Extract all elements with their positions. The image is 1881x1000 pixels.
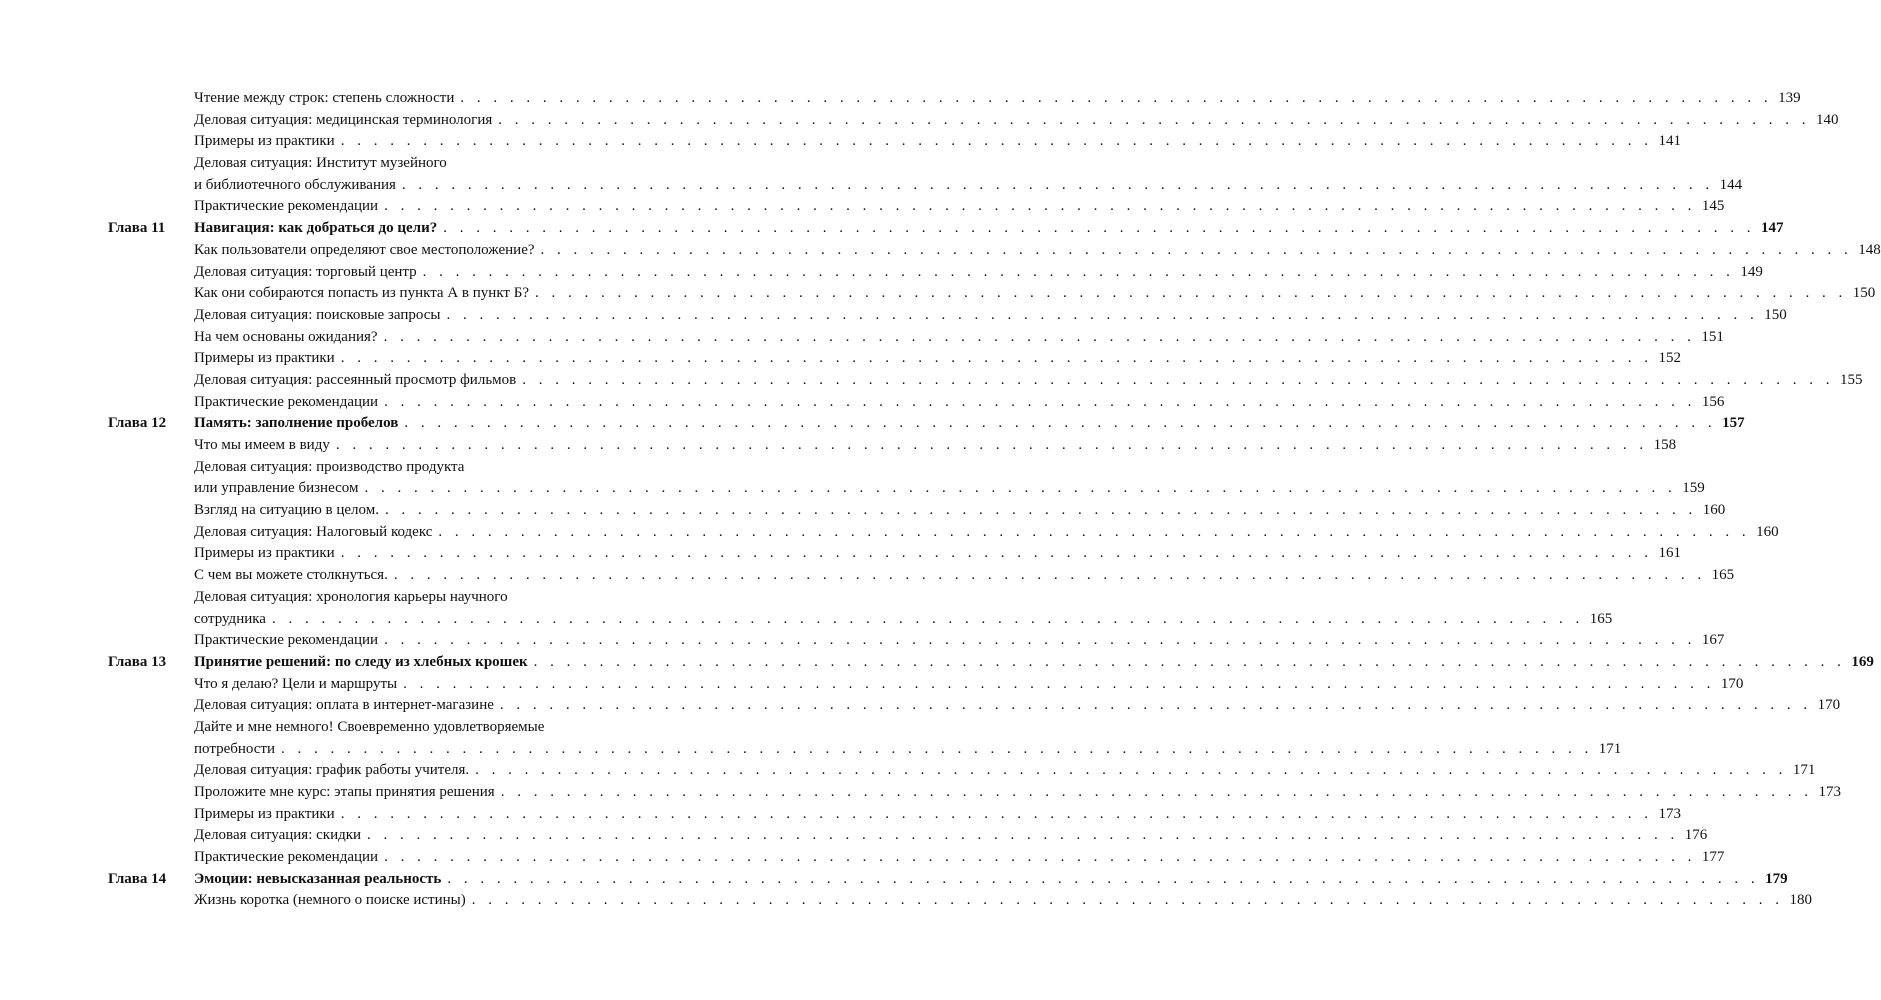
page-number: 159 — [1682, 480, 1705, 497]
page-number: 149 — [1740, 263, 1763, 280]
section-title: Деловая ситуация: хронология карьеры научного — [194, 588, 508, 605]
dot-leader: . . . . . . . . . . . . . . . . . . . . . . . . . . . . . . . . . . . . . . . . . . . . . . . . . . . . . . . . . . . . . . . . . . . . . . . . . . . . . . . . — [384, 198, 1696, 215]
page-number: 170 — [1817, 697, 1841, 714]
dot-leader: . . . . . . . . . . . . . . . . . . . . . . . . . . . . . . . . . . . . . . . . . . . . . . . . . . . . . . . . . . . . . . . . . . . . . . . . . . . . . . . . — [403, 675, 1715, 692]
toc-line — [194, 500, 1726, 522]
dot-leader: . . . . . . . . . . . . . . . . . . . . . . . . . . . . . . . . . . . . . . . . . . . . . . . . . . . . . . . . . . . . . . . . . . . . . . . . . . . . . . . . — [383, 328, 1696, 345]
chapter-label: Глава 12 — [108, 415, 167, 432]
page-number: 158 — [1653, 437, 1677, 453]
section-title: сотрудника — [194, 610, 266, 627]
toc-line — [194, 652, 1874, 674]
dot-leader: . . . . . . . . . . . . . . . . . . . . . . . . . . . . . . . . . . . . . . . . . . . . . . . . . . . . . . . . . . . . . . . . . . . . . . . . . . . . . . . . — [422, 263, 1735, 280]
section-title: Деловая ситуация: Институт музейного — [194, 155, 447, 172]
toc-chapter-entry — [0, 413, 1745, 435]
page-number: 171 — [1792, 762, 1816, 779]
dot-leader: . . . . . . . . . . . . . . . . . . . . . . . . . . . . . . . . . . . . . . . . . . . . . . . . . . . . . . . . . . . . . . . . . . . . . . . . . . . . . . . . — [404, 415, 1717, 432]
toc-line — [194, 131, 1681, 153]
toc-line — [194, 804, 1681, 826]
table-of-contents — [0, 88, 1881, 912]
chapter-label: Глава 13 — [108, 653, 167, 670]
dot-leader: . . . . . . . . . . . . . . . . . . . . . . . . . . . . . . . . . . . . . . . . . . . . . . . . . . . . . . . . . . . . . . . . . . . . . . . . . . . . . . . . — [540, 241, 1853, 258]
page-number: 160 — [1702, 502, 1726, 519]
page-number: 165 — [1711, 567, 1735, 584]
toc-line — [194, 196, 1725, 218]
page-number: 169 — [1851, 653, 1874, 670]
toc-section-entry — [0, 500, 1726, 522]
dot-leader: . . . . . . . . . . . . . . . . . . . . . . . . . . . . . . . . . . . . . . . . . . . . . . . . . . . . . . . . . . . . . . . . . . . . . . . . . . . . . . . . — [271, 610, 1584, 627]
section-title: Дайте и мне немного! Своевременно удовлетворяемые — [194, 718, 545, 735]
section-title: Примеры из практики — [194, 545, 335, 562]
toc-line — [194, 869, 1788, 891]
toc-section-entry — [0, 153, 1743, 196]
section-title: Практические рекомендации — [194, 393, 379, 410]
chapter-label: Глава 11 — [108, 220, 166, 237]
toc-line — [194, 674, 1744, 696]
section-title: Примеры из практики — [194, 350, 335, 367]
toc-section-entry — [0, 674, 1744, 696]
section-title: Практические рекомендации — [194, 849, 379, 866]
dot-leader: . . . . . . . . . . . . . . . . . . . . . . . . . . . . . . . . . . . . . . . . . . . . . . . . . . . . . . . . . . . . . . . . . . . . . . . . . . . . . . . . — [335, 437, 1648, 453]
chapter-title: Эмоции: невысказанная реальность — [194, 870, 442, 887]
page-number: 167 — [1701, 632, 1725, 649]
toc-section-entry — [0, 522, 1779, 544]
page-number: 151 — [1701, 328, 1724, 345]
toc-line — [194, 587, 598, 609]
dot-leader: . . . . . . . . . . . . . . . . . . . . . . . . . . . . . . . . . . . . . . . . . . . . . . . . . . . . . . . . . . . . . . . . . . . . . . . . . . . . . . . . — [500, 784, 1813, 800]
section-title: Практические рекомендации — [194, 632, 379, 649]
section-title: Что мы имеем в виду — [194, 437, 330, 453]
toc-line — [194, 327, 1724, 349]
dot-leader: . . . . . . . . . . . . . . . . . . . . . . . . . . . . . . . . . . . . . . . . . . . . . . . . . . . . . . . . . . . . . . . . . . . . . . . . . . . . . . . . — [385, 502, 1697, 519]
page-number: 171 — [1598, 740, 1622, 757]
toc-section-entry — [0, 760, 1816, 782]
page-number: 156 — [1701, 393, 1725, 410]
dot-leader: . . . . . . . . . . . . . . . . . . . . . . . . . . . . . . . . . . . . . . . . . . . . . . . . . . . . . . . . . . . . . . . . . . . . . . . . . . . . . . . . — [443, 220, 1755, 237]
section-title: Деловая ситуация: рассеянный просмотр фильмов — [194, 371, 517, 388]
section-title: Деловая ситуация: Налоговый кодекс — [194, 523, 433, 540]
page-number: 157 — [1722, 415, 1745, 432]
dot-leader: . . . . . . . . . . . . . . . . . . . . . . . . . . . . . . . . . . . . . . . . . . . . . . . . . . . . . . . . . . . . . . . . . . . . . . . . . . . . . . . . — [446, 306, 1759, 323]
dot-leader: . . . . . . . . . . . . . . . . . . . . . . . . . . . . . . . . . . . . . . . . . . . . . . . . . . . . . . . . . . . . . . . . . . . . . . . . . . . . . . . . — [447, 870, 1760, 887]
section-title: Деловая ситуация: медицинская терминология — [194, 111, 493, 128]
dot-leader: . . . . . . . . . . . . . . . . . . . . . . . . . . . . . . . . . . . . . . . . . . . . . . . . . . . . . . . . . . . . . . . . . . . . . . . . . . . . . . . . — [475, 762, 1787, 779]
section-title: Чтение между строк: степень сложности — [194, 90, 455, 106]
dot-leader: . . . . . . . . . . . . . . . . . . . . . . . . . . . . . . . . . . . . . . . . . . . . . . . . . . . . . . . . . . . . . . . . . . . . . . . . . . . . . . . . — [367, 827, 1679, 844]
toc-chapter-entry — [0, 218, 1784, 240]
section-title: На чем основаны ожидания? — [194, 328, 378, 345]
dot-leader: . . . . . . . . . . . . . . . . . . . . . . . . . . . . . . . . . . . . . . . . . . . . . . . . . . . . . . . . . . . . . . . . . . . . . . . . . . . . . . . . — [384, 393, 1696, 410]
toc-line — [194, 478, 1705, 500]
toc-section-entry — [0, 457, 1705, 500]
dot-leader: . . . . . . . . . . . . . . . . . . . . . . . . . . . . . . . . . . . . . . . . . . . . . . . . . . . . . . . . . . . . . . . . . . . . . . . . . . . . . . . . — [384, 849, 1696, 866]
dot-leader: . . . . . . . . . . . . . . . . . . . . . . . . . . . . . . . . . . . . . . . . . . . . . . . . . . . . . . . . . . . . . . . . . . . . . . . . . . . . . . . . — [533, 653, 1846, 670]
toc-section-entry — [0, 283, 1876, 305]
toc-line — [194, 760, 1816, 782]
toc-line — [194, 847, 1725, 869]
toc-section-entry — [0, 196, 1725, 218]
toc-section-entry — [0, 717, 1622, 760]
page-number: 179 — [1765, 870, 1788, 887]
section-title: Практические рекомендации — [194, 198, 379, 215]
dot-leader: . . . . . . . . . . . . . . . . . . . . . . . . . . . . . . . . . . . . . . . . . . . . . . . . . . . . . . . . . . . . . . . . . . . . . . . . . . . . . . . . — [522, 371, 1834, 388]
toc-section-entry — [0, 782, 1841, 804]
page-number: 173 — [1658, 805, 1681, 822]
toc-line — [194, 88, 1801, 110]
section-title: и библиотечного обслуживания — [194, 176, 396, 193]
page-number: 170 — [1720, 675, 1744, 692]
toc-section-entry — [0, 88, 1801, 110]
page-number: 152 — [1658, 350, 1681, 367]
toc-section-entry — [0, 435, 1677, 457]
toc-line — [194, 413, 1745, 435]
toc-section-entry — [0, 327, 1724, 349]
section-title: Деловая ситуация: поисковые запросы — [194, 306, 441, 323]
dot-leader: . . . . . . . . . . . . . . . . . . . . . . . . . . . . . . . . . . . . . . . . . . . . . . . . . . . . . . . . . . . . . . . . . . . . . . . . . . . . . . . . — [471, 892, 1784, 909]
toc-line — [194, 240, 1881, 262]
toc-section-entry — [0, 131, 1681, 153]
toc-line — [194, 782, 1841, 804]
dot-leader: . . . . . . . . . . . . . . . . . . . . . . . . . . . . . . . . . . . . . . . . . . . . . . . . . . . . . . . . . . . . . . . . . . . . . . . . . . . . . . . . — [364, 480, 1677, 497]
dot-leader: . . . . . . . . . . . . . . . . . . . . . . . . . . . . . . . . . . . . . . . . . . . . . . . . . . . . . . . . . . . . . . . . . . . . . . . . . . . . . . . . — [534, 285, 1847, 302]
dot-leader: . . . . . . . . . . . . . . . . . . . . . . . . . . . . . . . . . . . . . . . . . . . . . . . . . . . . . . . . . . . . . . . . . . . . . . . . . . . . . . . . — [401, 176, 1714, 193]
chapter-title: Память: заполнение пробелов — [194, 415, 399, 432]
toc-section-entry — [0, 825, 1708, 847]
dot-leader: . . . . . . . . . . . . . . . . . . . . . . . . . . . . . . . . . . . . . . . . . . . . . . . . . . . . . . . . . . . . . . . . . . . . . . . . . . . . . . . . — [340, 133, 1653, 150]
section-title: Деловая ситуация: торговый центр — [194, 263, 417, 280]
toc-line — [194, 110, 1839, 132]
toc-line — [194, 695, 1841, 717]
toc-section-entry — [0, 543, 1681, 565]
page-number: 150 — [1852, 285, 1876, 302]
dot-leader: . . . . . . . . . . . . . . . . . . . . . . . . . . . . . . . . . . . . . . . . . . . . . . . . . . . . . . . . . . . . . . . . . . . . . . . . . . . . . . . . — [460, 90, 1773, 106]
toc-line — [194, 348, 1681, 370]
page-number: 165 — [1589, 610, 1613, 627]
toc-line — [194, 262, 1763, 284]
page-number: 147 — [1761, 220, 1784, 237]
section-title: Взгляд на ситуацию в целом. — [194, 502, 379, 519]
section-title: или управление бизнесом — [194, 480, 359, 497]
toc-line — [194, 218, 1784, 240]
section-title: Жизнь коротка (немного о поиске истины) — [194, 892, 466, 909]
dot-leader: . . . . . . . . . . . . . . . . . . . . . . . . . . . . . . . . . . . . . . . . . . . . . . . . . . . . . . . . . . . . . . . . . . . . . . . . . . . . . . . . — [393, 567, 1706, 584]
section-title: Деловая ситуация: производство продукта — [194, 458, 465, 475]
toc-line — [194, 739, 1622, 761]
toc-line — [194, 305, 1787, 327]
toc-section-entry — [0, 630, 1725, 652]
section-title: Как пользователи определяют свое местоположение? — [194, 241, 535, 258]
page-number: 177 — [1701, 849, 1725, 866]
toc-line — [194, 392, 1725, 414]
toc-line — [194, 153, 598, 175]
toc-section-entry — [0, 804, 1681, 826]
section-title: Деловая ситуация: оплата в интернет-магазине — [194, 697, 494, 714]
toc-line — [194, 890, 1812, 912]
section-title: потребности — [194, 740, 275, 757]
toc-section-entry — [0, 392, 1725, 414]
page-number: 145 — [1701, 198, 1725, 215]
toc-line — [194, 370, 1863, 392]
toc-section-entry — [0, 348, 1681, 370]
dot-leader: . . . . . . . . . . . . . . . . . . . . . . . . . . . . . . . . . . . . . . . . . . . . . . . . . . . . . . . . . . . . . . . . . . . . . . . . . . . . . . . . — [499, 697, 1812, 714]
toc-line — [194, 825, 1708, 847]
page-number: 160 — [1756, 523, 1779, 540]
toc-section-entry — [0, 847, 1725, 869]
toc-section-entry — [0, 305, 1787, 327]
toc-section-entry — [0, 370, 1863, 392]
toc-section-entry — [0, 695, 1841, 717]
section-title: Деловая ситуация: график работы учителя. — [194, 762, 470, 779]
page-number: 150 — [1764, 306, 1787, 323]
toc-line — [194, 522, 1779, 544]
dot-leader: . . . . . . . . . . . . . . . . . . . . . . . . . . . . . . . . . . . . . . . . . . . . . . . . . . . . . . . . . . . . . . . . . . . . . . . . . . . . . . . . — [438, 523, 1751, 540]
toc-section-entry — [0, 240, 1881, 262]
toc-section-entry — [0, 890, 1812, 912]
page-number: 180 — [1789, 892, 1812, 909]
toc-line — [194, 565, 1735, 587]
page-number: 148 — [1858, 241, 1881, 258]
toc-line — [194, 283, 1876, 305]
dot-leader: . . . . . . . . . . . . . . . . . . . . . . . . . . . . . . . . . . . . . . . . . . . . . . . . . . . . . . . . . . . . . . . . . . . . . . . . . . . . . . . . — [498, 111, 1810, 128]
toc-line — [194, 457, 598, 479]
page-number: 144 — [1719, 176, 1743, 193]
toc-section-entry — [0, 110, 1839, 132]
toc-section-entry — [0, 565, 1735, 587]
page-number: 161 — [1658, 545, 1681, 562]
section-title: Деловая ситуация: скидки — [194, 827, 362, 844]
toc-chapter-entry — [0, 869, 1788, 891]
toc-chapter-entry — [0, 652, 1874, 674]
page-number: 155 — [1840, 371, 1863, 388]
toc-line — [194, 609, 1613, 631]
dot-leader: . . . . . . . . . . . . . . . . . . . . . . . . . . . . . . . . . . . . . . . . . . . . . . . . . . . . . . . . . . . . . . . . . . . . . . . . . . . . . . . . — [340, 805, 1653, 822]
toc-section-entry — [0, 262, 1763, 284]
toc-section-entry — [0, 587, 1613, 630]
page-number: 141 — [1658, 133, 1681, 150]
toc-line — [194, 717, 598, 739]
chapter-title: Навигация: как добраться до цели? — [194, 220, 438, 237]
section-title: Как они собираются попасть из пункта А в пункт Б? — [194, 285, 529, 302]
dot-leader: . . . . . . . . . . . . . . . . . . . . . . . . . . . . . . . . . . . . . . . . . . . . . . . . . . . . . . . . . . . . . . . . . . . . . . . . . . . . . . . . — [340, 545, 1653, 562]
dot-leader: . . . . . . . . . . . . . . . . . . . . . . . . . . . . . . . . . . . . . . . . . . . . . . . . . . . . . . . . . . . . . . . . . . . . . . . . . . . . . . . . — [281, 740, 1593, 757]
dot-leader: . . . . . . . . . . . . . . . . . . . . . . . . . . . . . . . . . . . . . . . . . . . . . . . . . . . . . . . . . . . . . . . . . . . . . . . . . . . . . . . . — [340, 350, 1653, 367]
page-number: 139 — [1778, 90, 1801, 106]
toc-line — [194, 175, 1743, 197]
page-number: 173 — [1818, 784, 1841, 800]
dot-leader: . . . . . . . . . . . . . . . . . . . . . . . . . . . . . . . . . . . . . . . . . . . . . . . . . . . . . . . . . . . . . . . . . . . . . . . . . . . . . . . . — [384, 632, 1696, 649]
section-title: С чем вы можете столкнуться. — [194, 567, 388, 584]
toc-line — [194, 630, 1725, 652]
section-title: Примеры из практики — [194, 133, 335, 150]
page-number: 140 — [1816, 111, 1839, 128]
page-number: 176 — [1684, 827, 1708, 844]
toc-line — [194, 435, 1677, 457]
section-title: Примеры из практики — [194, 805, 335, 822]
chapter-title: Принятие решений: по следу из хлебных крошек — [194, 653, 528, 670]
chapter-label: Глава 14 — [108, 870, 167, 887]
section-title: Что я делаю? Цели и маршруты — [194, 675, 398, 692]
section-title: Проложите мне курс: этапы принятия решения — [194, 784, 495, 800]
toc-line — [194, 543, 1681, 565]
